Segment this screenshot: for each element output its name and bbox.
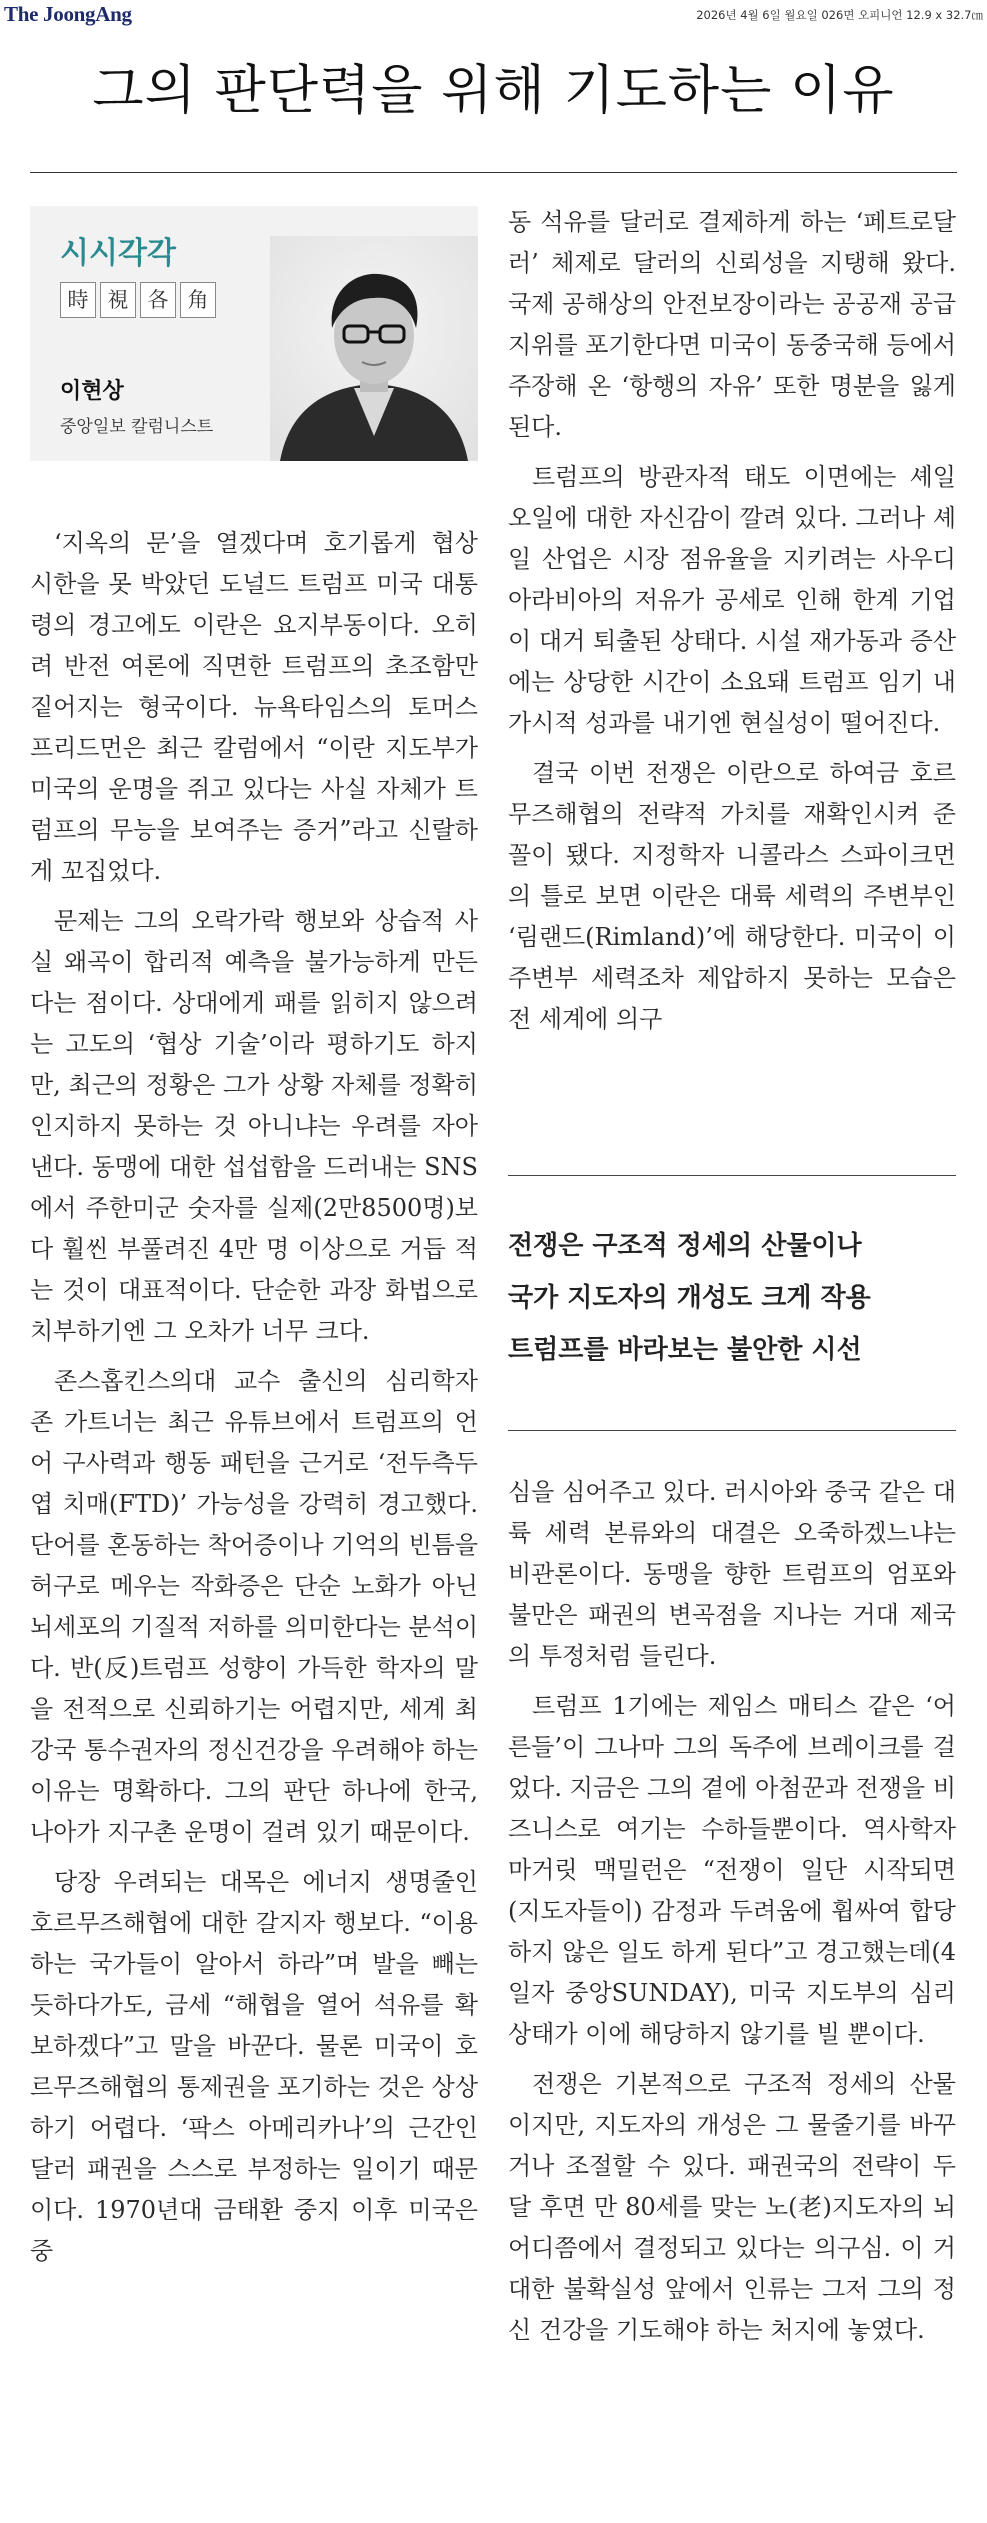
- article-paragraph: ‘지옥의 문’을 열겠다며 호기롭게 협상 시한을 못 박았던 도널드 트럼프 미국 대통령의 경고에도 이란은 요지부동이다. 오히려 반전 여론에 직면한 트럼프의 초조함만 짙어지는 형국이다. 뉴욕타임스의 토머스 프리드먼은 최근 칼럼에서 “이란 지도부가 미국의 운명을 쥐고 있다는 사실 자체가 트럼프의 무능을 보여주는 증거”라고 신랄하게 꼬집었다.: [30, 529, 478, 885]
- hanja-char: 各: [140, 282, 176, 318]
- pull-quote-top-rule: [508, 1175, 956, 1176]
- pull-quote-line: 트럼프를 바라보는 불안한 시선: [508, 1335, 862, 1365]
- hanja-char: 時: [60, 282, 96, 318]
- article-paragraph: 심을 심어주고 있다. 러시아와 중국 같은 대륙 세력 본류와의 대결은 오죽하겠느냐는 비관론이다. 동맹을 향한 트럼프의 엄포와 불만은 패권의 변곡점을 지나는 거대 제국의 투정처럼 들린다.: [508, 1478, 956, 1670]
- article-column-right-top: [508, 202, 956, 1040]
- section-title: 시시각각: [60, 236, 176, 271]
- article-headline: 그의 판단력을 위해 기도하는 이유: [92, 60, 895, 121]
- pull-quote-line: 전쟁은 구조적 정세의 산물이나: [508, 1231, 862, 1261]
- columnist-portrait-icon: [270, 236, 478, 461]
- article-paragraph: 존스홉킨스의대 교수 출신의 심리학자 존 가트너는 최근 유튜브에서 트럼프의 언어 구사력과 행동 패턴을 근거로 ‘전두측두엽 치매(FTD)’ 가능성을 강력히 경고했다. 단어를 혼동하는 착어증이나 기억의 빈틈을 허구로 메우는 작화증은 단순 노화가 아닌 뇌세포의 기질적 저하를 의미한다는 분석이다. 반(反)트럼프 성향이 가득한 학자의 말을 전적으로 신뢰하기는 어렵지만, 세계 최강국 통수권자의 정신건강을 우려해야 하는 이유는 명확하다. 그의 판단 하나에 한국, 나아가 지구촌 운명이 걸려 있기 때문이다.: [30, 1367, 478, 1846]
- publication-info: 2026년 4월 6일 월요일 026면 오피니언 12.9 x 32.7㎝: [696, 8, 983, 22]
- hanja-char: 視: [100, 282, 136, 318]
- article-paragraph: 트럼프 1기에는 제임스 매티스 같은 ‘어른들’이 그나마 그의 독주에 브레이크를 걸었다. 지금은 그의 곁에 아첨꾼과 전쟁을 비즈니스로 여기는 수하들뿐이다. 역사학자 마거릿 맥밀런은 “전쟁이 일단 시작되면 (지도자들이) 감정과 두려움에 휩싸여 합당하지 않은 일도 하게 된다”고 경고했는데(4일자 중앙SUNDAY), 미국 지도부의 심리 상태가 이에 해당하지 않기를 빌 뿐이다.: [508, 1692, 956, 2048]
- article-paragraph: 트럼프의 방관자적 태도 이면에는 셰일 오일에 대한 자신감이 깔려 있다. 그러나 셰일 산업은 시장 점유율을 지키려는 사우디아라비아의 저유가 공세로 인해 한계 기업이 대거 퇴출된 상태다. 시설 재가동과 증산에는 상당한 시간이 소요돼 트럼프 임기 내 가시적 성과를 내기엔 현실성이 떨어진다.: [508, 463, 956, 737]
- article-paragraph: 문제는 그의 오락가락 행보와 상습적 사실 왜곡이 합리적 예측을 불가능하게 만든다는 점이다. 상대에게 패를 읽히지 않으려는 고도의 ‘협상 기술’이라 평하기도 하지만, 최근의 정황은 그가 상황 자체를 정확히 인지하지 못하는 것 아니냐는 우려를 자아낸다. 동맹에 대한 섭섭함을 드러내는 SNS에서 주한미군 숫자를 실제(2만8500명)보다 훨씬 부풀려진 4만 명 이상으로 거듭 적는 것이 대표적이다. 단순한 과장 화법으로 치부하기엔 그 오차가 너무 크다.: [30, 907, 478, 1345]
- article-paragraph: 결국 이번 전쟁은 이란으로 하여금 호르무즈해협의 전략적 가치를 재확인시켜 준 꼴이 됐다. 지정학자 니콜라스 스파이크먼의 틀로 보면 이란은 대륙 세력의 주변부인 ‘림랜드(Rimland)’에 해당한다. 미국이 이 주변부 세력조차 제압하지 못하는 모습은 전 세계에 의구: [508, 759, 956, 1033]
- masthead: [0, 0, 987, 26]
- headline-divider: [30, 172, 957, 173]
- article-paragraph: 동 석유를 달러로 결제하게 하는 ‘페트로달러’ 체제로 달러의 신뢰성을 지탱해 왔다. 국제 공해상의 안전보장이라는 공공재 공급 지위를 포기한다면 미국이 동중국해 등에서 주장해 온 ‘항행의 자유’ 또한 명분을 잃게 된다.: [508, 208, 956, 441]
- article-column-left: [30, 523, 478, 2272]
- newspaper-logo[interactable]: The JoongAng: [4, 2, 132, 26]
- article-column-right-bottom: [508, 1472, 956, 2351]
- author-name: 이현상: [60, 379, 124, 404]
- section-hanja: [60, 282, 216, 318]
- article-paragraph: 당장 우려되는 대목은 에너지 생명줄인 호르무즈해협에 대한 갈지자 행보다. “이용하는 국가들이 알아서 하라”며 발을 빼는 듯하다가도, 금세 “해협을 열어 석유를 확보하겠다”고 말을 바꾼다. 물론 미국이 호르무즈해협의 통제권을 포기하는 것은 상상하기 어렵다. ‘팍스 아메리카나’의 근간인 달러 패권을 스스로 부정하는 일이기 때문이다. 1970년대 금태환 중지 이후 미국은 중: [30, 1868, 478, 2265]
- pull-quote-bottom-rule: [508, 1430, 956, 1431]
- author-role: 중앙일보 칼럼니스트: [60, 417, 214, 437]
- article-paragraph: 전쟁은 기본적으로 구조적 정세의 산물이지만, 지도자의 개성은 그 물줄기를 바꾸거나 조절할 수 있다. 패권국의 전략이 두 달 후면 만 80세를 맞는 노(老)지도자의 뇌 어디쯤에서 결정되고 있다는 의구심. 이 거대한 불확실성 앞에서 인류는 그저 그의 정신 건강을 기도해야 하는 처지에 놓였다.: [508, 2070, 956, 2344]
- hanja-char: 角: [180, 282, 216, 318]
- pull-quote-line: 국가 지도자의 개성도 크게 작용: [508, 1283, 871, 1313]
- columnist-box: [30, 206, 478, 461]
- pull-quote: [508, 1220, 956, 1376]
